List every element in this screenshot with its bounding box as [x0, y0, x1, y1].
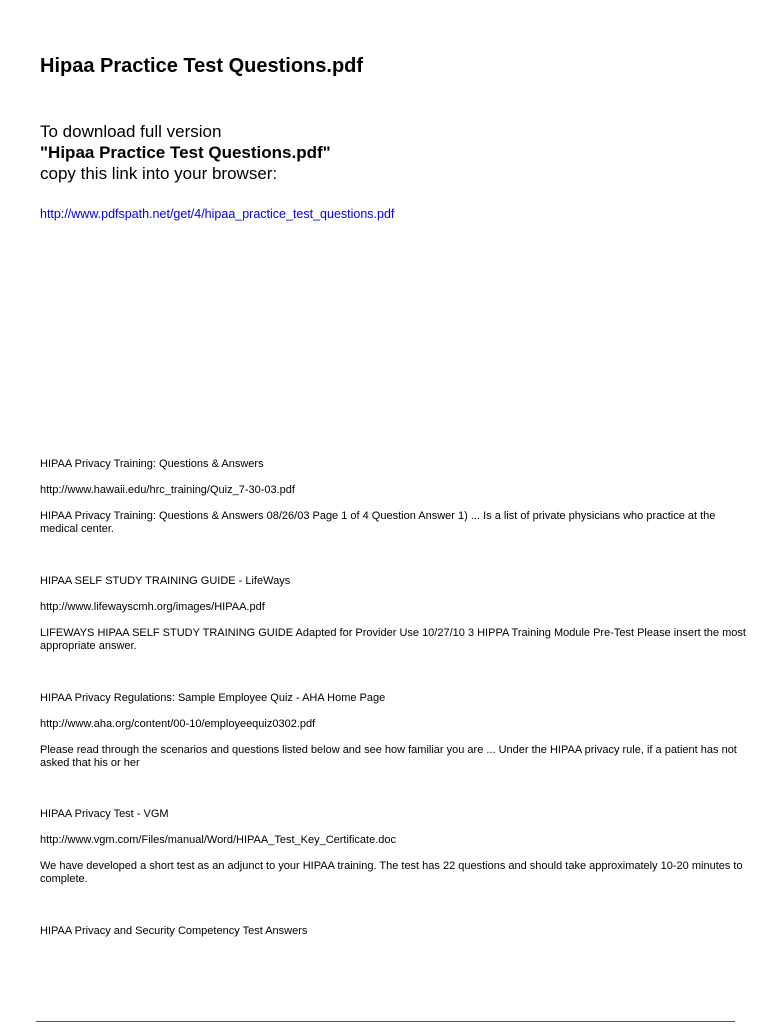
footer-divider	[36, 1021, 735, 1022]
entry-title: HIPAA SELF STUDY TRAINING GUIDE - LifeWays	[40, 575, 291, 587]
download-link[interactable]: http://www.pdfspath.net/get/4/hipaa_practice_test_questions.pdf	[40, 207, 395, 221]
entry-url[interactable]: http://www.hawaii.edu/hrc_training/Quiz_7-30-03.pdf	[40, 484, 295, 496]
page-title: Hipaa Practice Test Questions.pdf	[40, 55, 364, 77]
entry-url[interactable]: http://www.lifewayscmh.org/images/HIPAA.pdf	[40, 601, 265, 613]
entry-title: HIPAA Privacy and Security Competency Test Answers	[40, 925, 308, 937]
search-result-entry	[40, 808, 752, 886]
download-line-1: To download full version	[40, 122, 222, 141]
entry-description: We have developed a short test as an adjunct to your HIPAA training. The test has 22 questions and should take approximately 10-20 minutes to complete.	[40, 860, 743, 885]
search-result-entry	[40, 458, 752, 536]
entry-title: HIPAA Privacy Regulations: Sample Employee Quiz - AHA Home Page	[40, 692, 386, 704]
entry-description: LIFEWAYS HIPAA SELF STUDY TRAINING GUIDE Adapted for Provider Use 10/27/10 3 HIPPA Training Module Pre-Test Please insert the most appropriate answer.	[40, 627, 746, 652]
entry-title: HIPAA Privacy Training: Questions & Answers	[40, 458, 264, 470]
search-result-entry	[40, 692, 752, 770]
search-result-entry	[40, 575, 752, 653]
entry-url[interactable]: http://www.aha.org/content/00-10/employeequiz0302.pdf	[40, 718, 316, 730]
entry-description: HIPAA Privacy Training: Questions & Answers 08/26/03 Page 1 of 4 Question Answer 1) ... Is a list of private physicians who practice at the medical center.	[40, 510, 716, 535]
download-filename: "Hipaa Practice Test Questions.pdf"	[40, 143, 331, 162]
entry-description: Please read through the scenarios and questions listed below and see how familiar you are ... Under the HIPAA privacy rule, if a patient has not asked that his or her	[40, 744, 737, 769]
download-line-3: copy this link into your browser:	[40, 164, 278, 183]
search-result-entry	[40, 925, 752, 938]
download-instructions	[40, 121, 331, 184]
entry-url[interactable]: http://www.vgm.com/Files/manual/Word/HIPAA_Test_Key_Certificate.doc	[40, 834, 397, 846]
entry-title: HIPAA Privacy Test - VGM	[40, 808, 169, 820]
